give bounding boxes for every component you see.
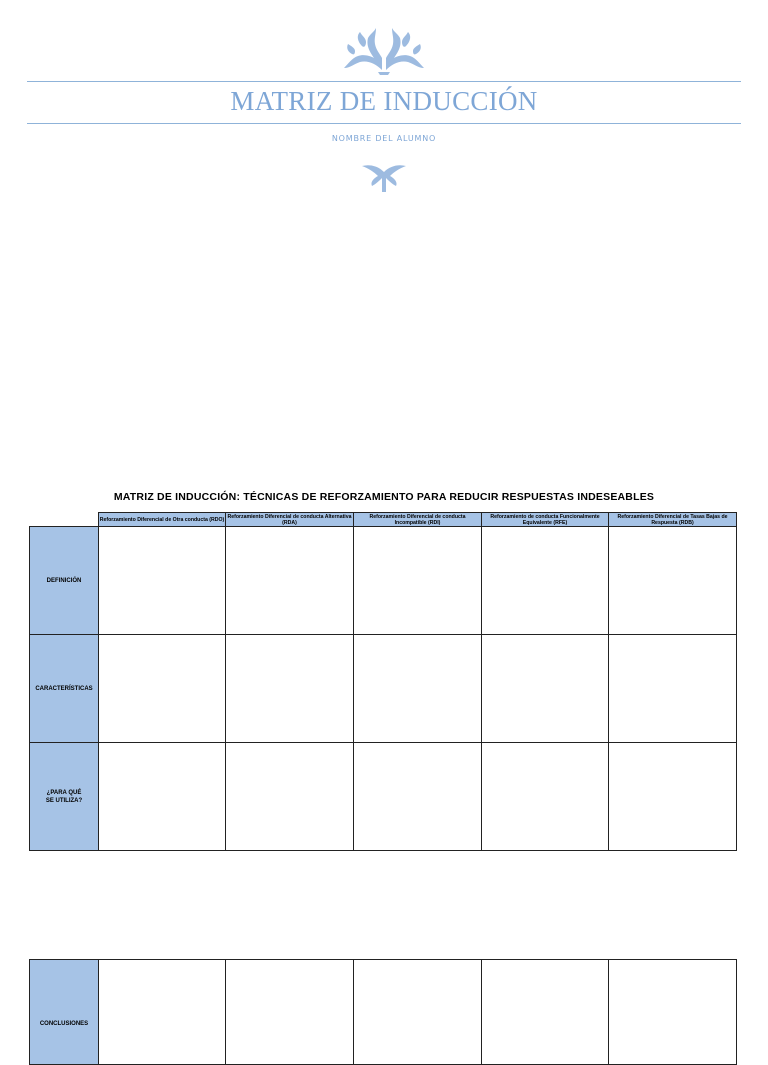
table-cell[interactable] [482, 743, 609, 851]
table-cell[interactable] [99, 527, 226, 635]
table-cell[interactable] [99, 743, 226, 851]
column-header-rdo: Reforzamiento Diferencial de Otra conducta (RDO) [99, 513, 226, 527]
column-header-rdi: Reforzamiento Diferencial de conducta Incompatible (RDI) [354, 513, 482, 527]
row-label-caracteristicas: CARACTERÍSTICAS [30, 635, 99, 743]
column-header-rfe: Reforzamiento de conducta Funcionalmente Equivalente (RFE) [482, 513, 609, 527]
table-row [30, 527, 737, 635]
table-cell[interactable] [482, 527, 609, 635]
table-cell[interactable] [609, 527, 737, 635]
table-cell[interactable] [354, 743, 482, 851]
page-title: MATRIZ DE INDUCCIÓN [230, 86, 538, 116]
table-cell[interactable] [226, 960, 354, 1065]
table-cell[interactable] [226, 527, 354, 635]
table-row [30, 743, 737, 851]
table-cell[interactable] [609, 960, 737, 1065]
table-cell[interactable] [226, 743, 354, 851]
table-cell[interactable] [354, 635, 482, 743]
top-rule [27, 81, 741, 82]
table-cell[interactable] [354, 960, 482, 1065]
table-cell[interactable] [609, 635, 737, 743]
matrix-title: MATRIZ DE INDUCCIÓN: TÉCNICAS DE REFORZAMIENTO PARA REDUCIR RESPUESTAS INDESEABLES [113, 491, 655, 503]
corner-cell [30, 513, 99, 527]
table-row [30, 635, 737, 743]
column-header-rda: Reforzamiento Diferencial de conducta Alternativa (RDA) [227, 513, 352, 526]
induction-matrix [29, 512, 737, 851]
table-cell[interactable] [609, 743, 737, 851]
table-cell[interactable] [226, 635, 354, 743]
row-label-conclusiones: CONCLUSIONES [30, 960, 99, 1065]
column-header-rdb: Reforzamiento Diferencial de Tasas Bajas de Respuesta (RDB) [609, 513, 737, 527]
conclusions-table [29, 959, 737, 1065]
table-cell[interactable] [354, 527, 482, 635]
table-row [30, 960, 737, 1065]
row-label-definicion: DEFINICIÓN [30, 527, 99, 635]
table-cell[interactable] [482, 960, 609, 1065]
bottom-rule [27, 123, 741, 124]
fleuron-icon [360, 160, 408, 194]
row-label-para-que: ¿PARA QUÉ SE UTILIZA? [30, 743, 99, 851]
table-cell[interactable] [482, 635, 609, 743]
flourish-icon [338, 24, 430, 76]
student-name-placeholder: NOMBRE DEL ALUMNO [331, 134, 437, 143]
table-cell[interactable] [99, 635, 226, 743]
table-cell[interactable] [99, 960, 226, 1065]
